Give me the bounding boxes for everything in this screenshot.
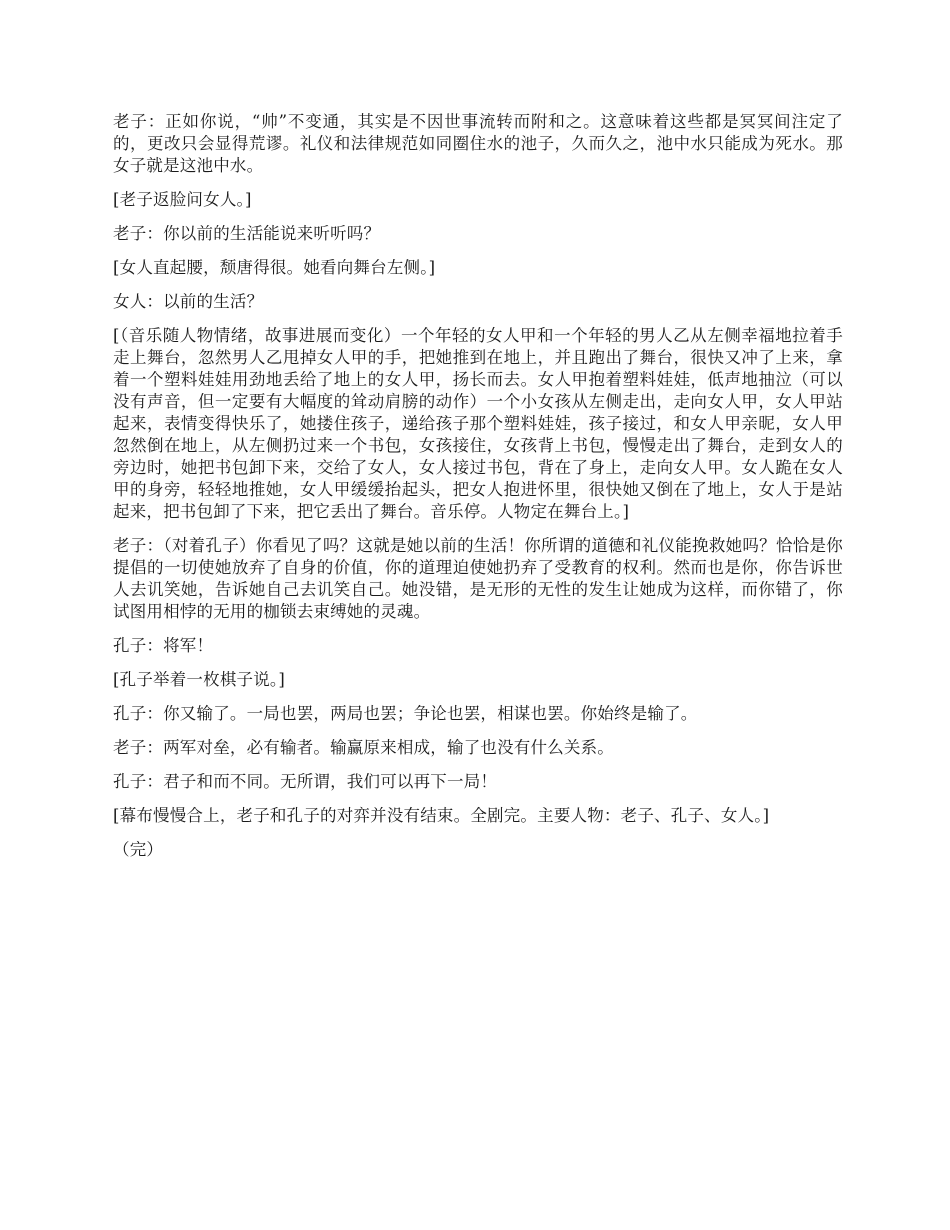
paragraph-laozi-speech-2: 老子：你以前的生活能说来听听吗？	[113, 224, 381, 243]
paragraph-laozi-speech-3: 老子：（对着孔子）你看见了吗？这就是她以前的生活！你所谓的道德和礼仪能挽救她吗？恰恰是你提倡的一切使她放弃了自身的价值，你的道理迫使她扔弃了受教育的权利。然而也是你，你告诉世人去讥笑她，告诉她自己去讥笑自己。她没错，是无形的无性的发生让她成为这样，而你错了，你试图用相悖的无用的枷锁去束缚她的灵魂。	[113, 536, 843, 621]
paragraph-kongzi-speech-2: 孔子：你又输了。一局也罢，两局也罢；争论也罢，相谋也罢。你始终是输了。	[113, 704, 698, 723]
stage-direction-2: [女人直起腰，颓唐得很。她看向舞台左侧。]	[113, 258, 436, 277]
paragraph-laozi-speech-4: 老子：两军对垒，必有输者。输赢原来相成，输了也没有什么关系。	[113, 738, 614, 757]
paragraph-kongzi-speech-3: 孔子：君子和而不同。无所谓，我们可以再下一局！	[113, 772, 498, 791]
paragraph-kongzi-speech-1: 孔子：将军！	[113, 636, 214, 655]
paragraph-woman-speech: 女人：以前的生活？	[113, 292, 264, 311]
stage-direction-4: [孔子举着一枚棋子说。]	[113, 670, 286, 689]
stage-direction-3: [（音乐随人物情绪，故事进展而变化）一个年轻的女人甲和一个年轻的男人乙从左侧幸福地拉着手走上舞台，忽然男人乙甩掉女人甲的手，把她推到在地上，并且跑出了舞台，很快又冲了上来，拿着一个塑料娃娃用劲地丢给了地上的女人甲，扬长而去。女人甲抱着塑料娃娃，低声地抽泣（可以没有声音，但一定要有大幅度的耸动肩膀的动作）一个小女孩从左侧走出，走向女人甲，女人甲站起来，表情变得快乐了，她搂住孩子，递给孩子那个塑料娃娃，孩子接过，和女人甲亲昵，女人甲忽然倒在地上，从左侧扔过来一个书包，女孩接住，女孩背上书包，慢慢走出了舞台，走到女人的旁边时，她把书包卸下来，交给了女人，女人接过书包，背在了身上，走向女人甲。女人跪在女人甲的身旁，轻轻地推她，女人甲缓缓抬起头，把女人抱进怀里，很快她又倒在了地上，女人于是站起来，把书包卸了下来，把它丢出了舞台。音乐停。人物定在舞台上。]	[113, 326, 843, 521]
document-body	[113, 111, 843, 873]
stage-direction-5: [幕布慢慢合上，老子和孔子的对弈并没有结束。全剧完。主要人物：老子、孔子、女人。]	[113, 806, 770, 825]
paragraph-laozi-speech-1: 老子：正如你说，“帅”不变通，其实是不因世事流转而附和之。这意味着这些都是冥冥间注定了的，更改只会显得荒谬。礼仪和法律规范如同圈住水的池子，久而久之，池中水只能成为死水。那女子就是这池中水。	[113, 112, 843, 175]
end-marker: （完）	[113, 840, 164, 859]
stage-direction-1: [老子返脸问女人。]	[113, 190, 252, 209]
